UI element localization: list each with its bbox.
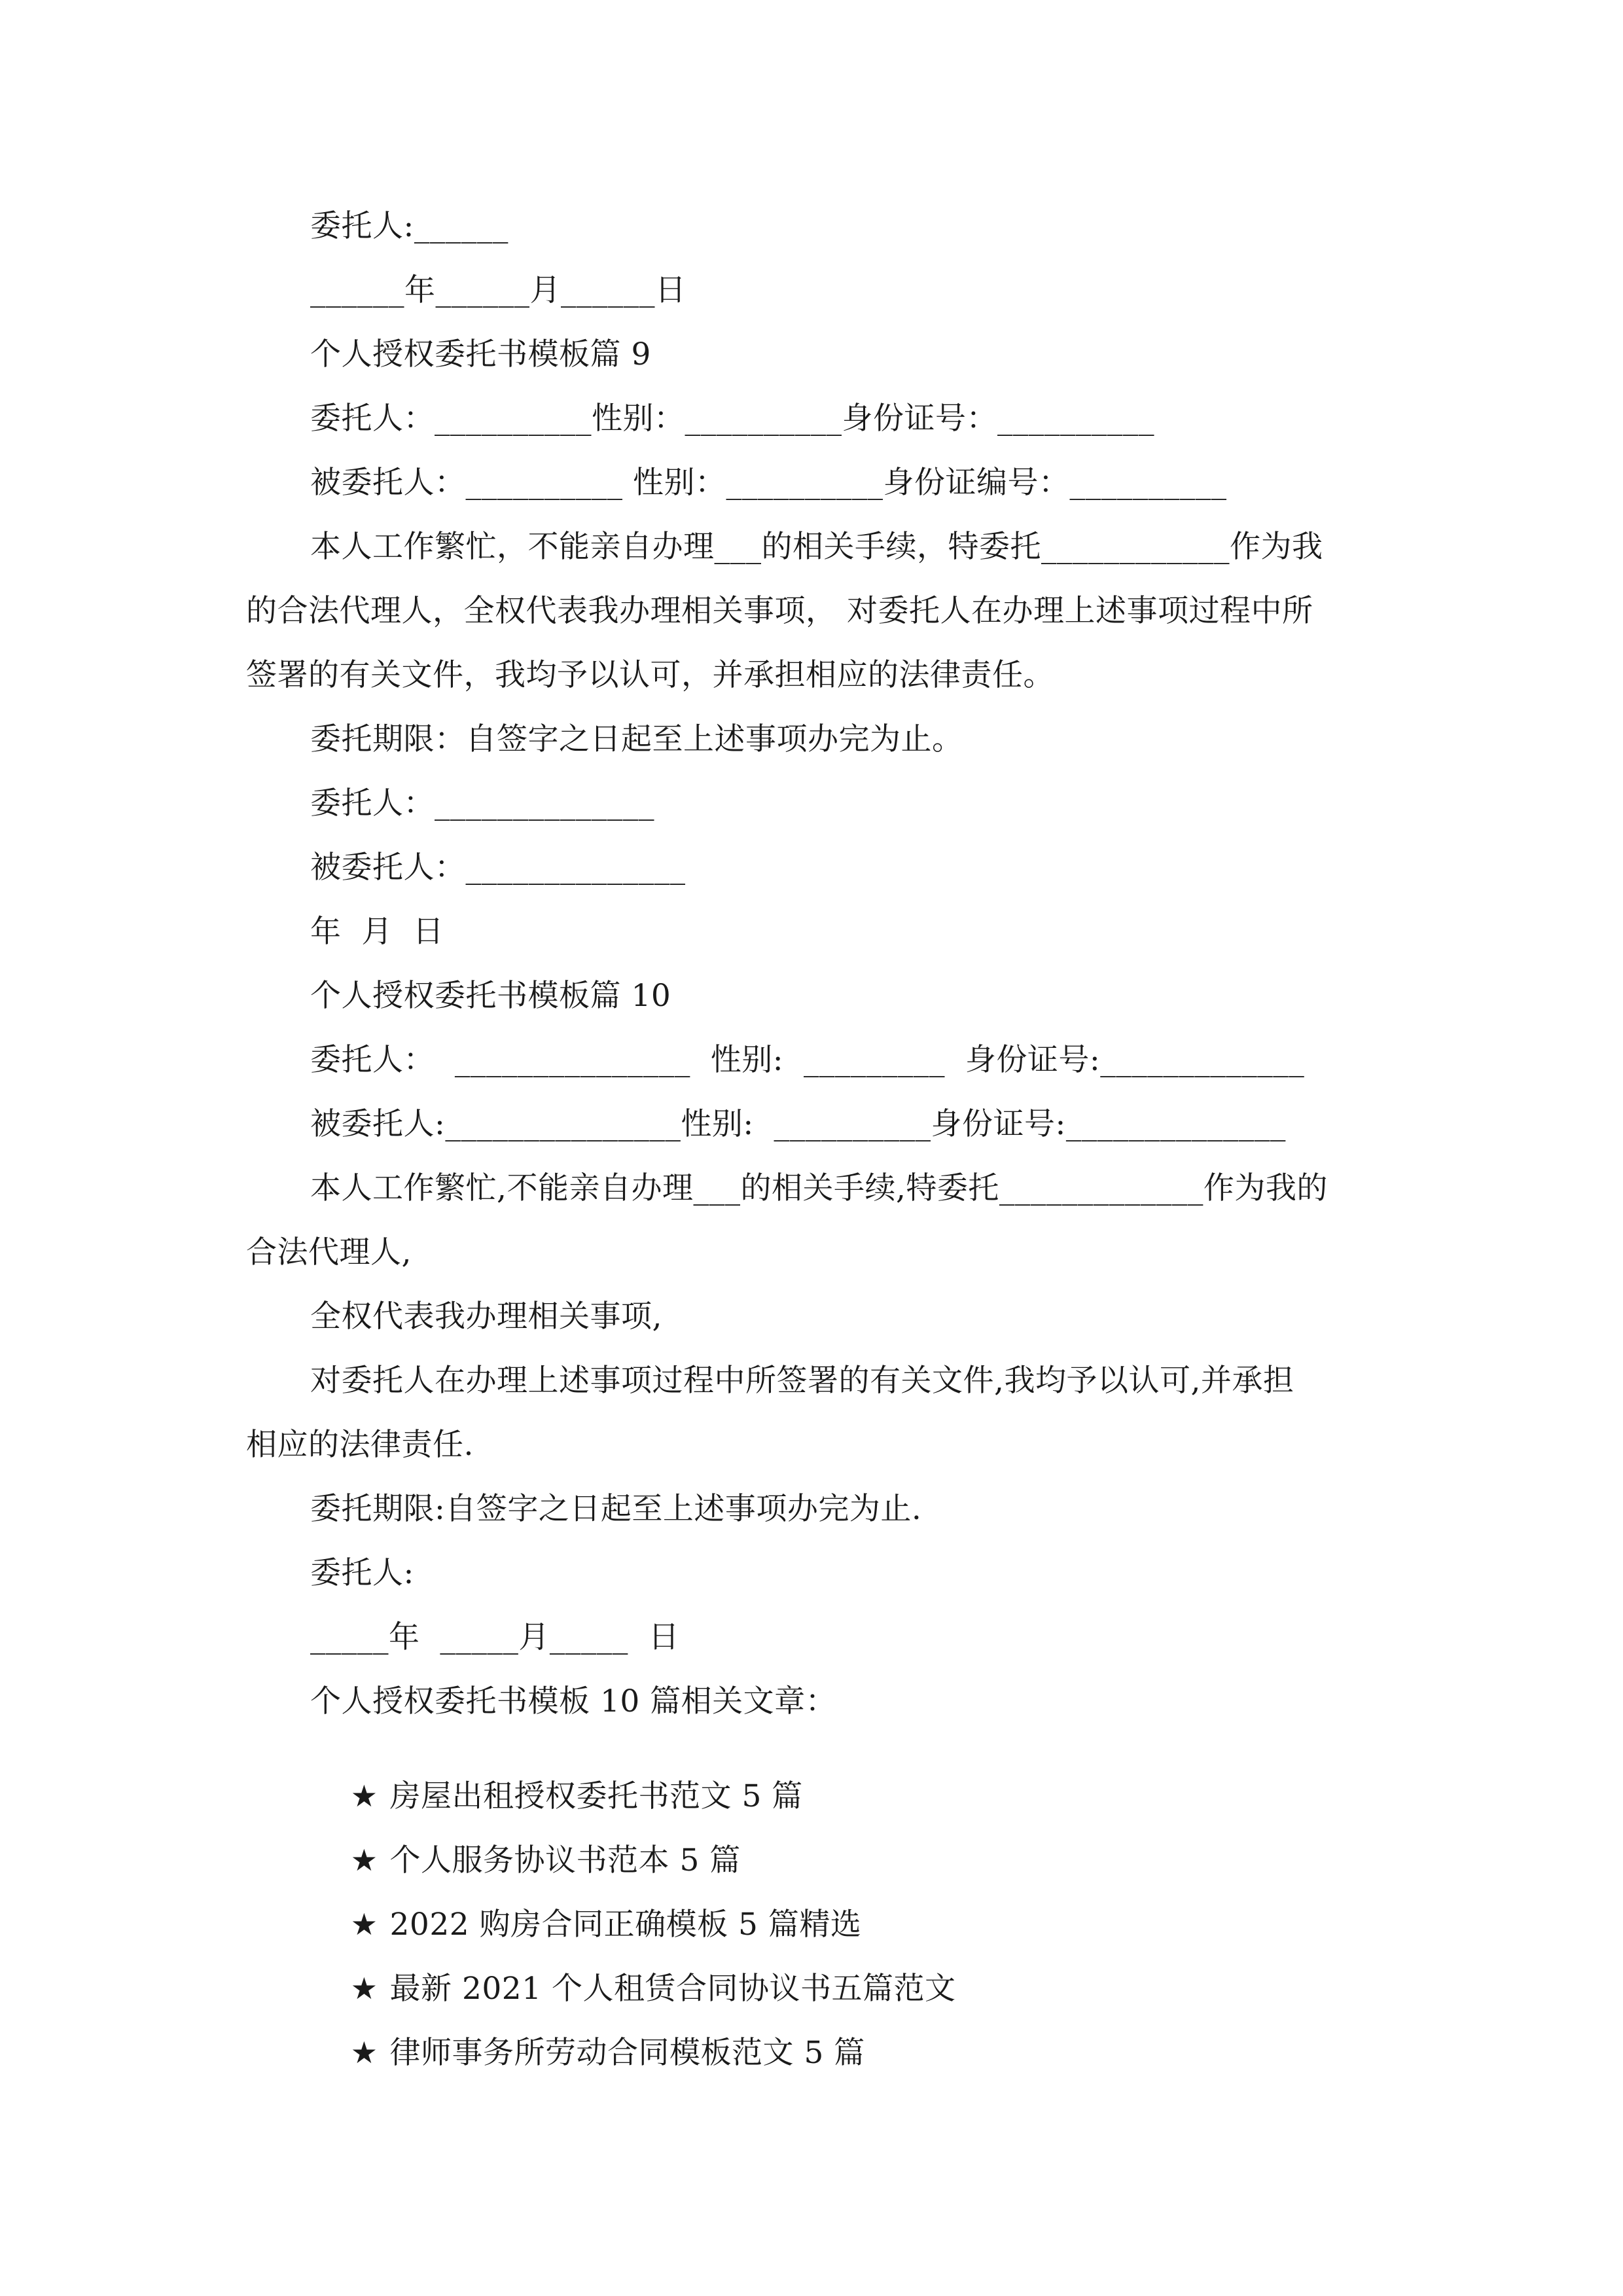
principal-signature-line: 委托人:______ bbox=[310, 208, 508, 244]
related-article-link[interactable] bbox=[310, 2007, 865, 2099]
body-paragraph-line: 本人工作繁忙,不能亲自办理___的相关手续,特委托_____________作为我的 bbox=[310, 1170, 1328, 1206]
related-article-title: 最新 2021 个人租赁合同协议书五篇范文 bbox=[389, 1971, 956, 2007]
term-line: 委托期限：自签字之日起至上述事项办完为止。 bbox=[310, 721, 963, 757]
agent-info-line: 被委托人:_______________性别: __________身份证号:______________ bbox=[310, 1106, 1286, 1142]
principal-signature-line: 委托人：______________ bbox=[310, 785, 654, 821]
principal-info-line: 委托人： _______________ 性别: _________ 身份证号:_____________ bbox=[310, 1042, 1305, 1078]
star-icon: ★ bbox=[350, 1778, 378, 1814]
section-heading-10: 个人授权委托书模板篇 10 bbox=[310, 978, 671, 1014]
body-paragraph-line: 相应的法律责任. bbox=[246, 1427, 474, 1463]
body-paragraph-line: 全权代表我办理相关事项, bbox=[310, 1299, 662, 1335]
star-icon: ★ bbox=[350, 1842, 378, 1878]
star-icon: ★ bbox=[350, 1971, 378, 2006]
agent-signature-line: 被委托人：______________ bbox=[310, 850, 686, 886]
date-line: 年 月 日 bbox=[310, 914, 444, 950]
related-article-title: 2022 购房合同正确模板 5 篇精选 bbox=[389, 1907, 862, 1943]
star-icon: ★ bbox=[350, 1907, 378, 1942]
related-articles-heading: 个人授权委托书模板 10 篇相关文章： bbox=[310, 1683, 837, 1719]
related-article-title: 个人服务协议书范本 5 篇 bbox=[389, 1842, 741, 1878]
star-icon: ★ bbox=[350, 2035, 378, 2070]
agent-info-line: 被委托人：__________ 性别：__________身份证编号：__________ bbox=[310, 465, 1227, 501]
body-paragraph-line: 合法代理人, bbox=[246, 1234, 412, 1270]
date-line: _____年 _____月_____ 日 bbox=[310, 1619, 680, 1655]
body-paragraph-line: 对委托人在办理上述事项过程中所签署的有关文件,我均予以认可,并承担 bbox=[310, 1363, 1294, 1399]
principal-signature-line: 委托人: bbox=[310, 1555, 414, 1591]
body-paragraph-line: 本人工作繁忙，不能亲自办理___的相关手续，特委托____________作为我 bbox=[310, 529, 1323, 565]
related-article-title: 房屋出租授权委托书范文 5 篇 bbox=[389, 1778, 803, 1814]
principal-info-line: 委托人：__________性别：__________身份证号：__________ bbox=[310, 401, 1154, 437]
related-article-title: 律师事务所劳动合同模板范文 5 篇 bbox=[389, 2035, 865, 2071]
date-line: ______年______月______日 bbox=[310, 272, 687, 308]
body-paragraph-line: 签署的有关文件，我均予以认可，并承担相应的法律责任。 bbox=[246, 657, 1054, 693]
section-heading-9: 个人授权委托书模板篇 9 bbox=[310, 336, 651, 372]
term-line: 委托期限:自签字之日起至上述事项办完为止. bbox=[310, 1491, 922, 1527]
body-paragraph-line: 的合法代理人，全权代表我办理相关事项， 对委托人在办理上述事项过程中所 bbox=[246, 593, 1313, 629]
